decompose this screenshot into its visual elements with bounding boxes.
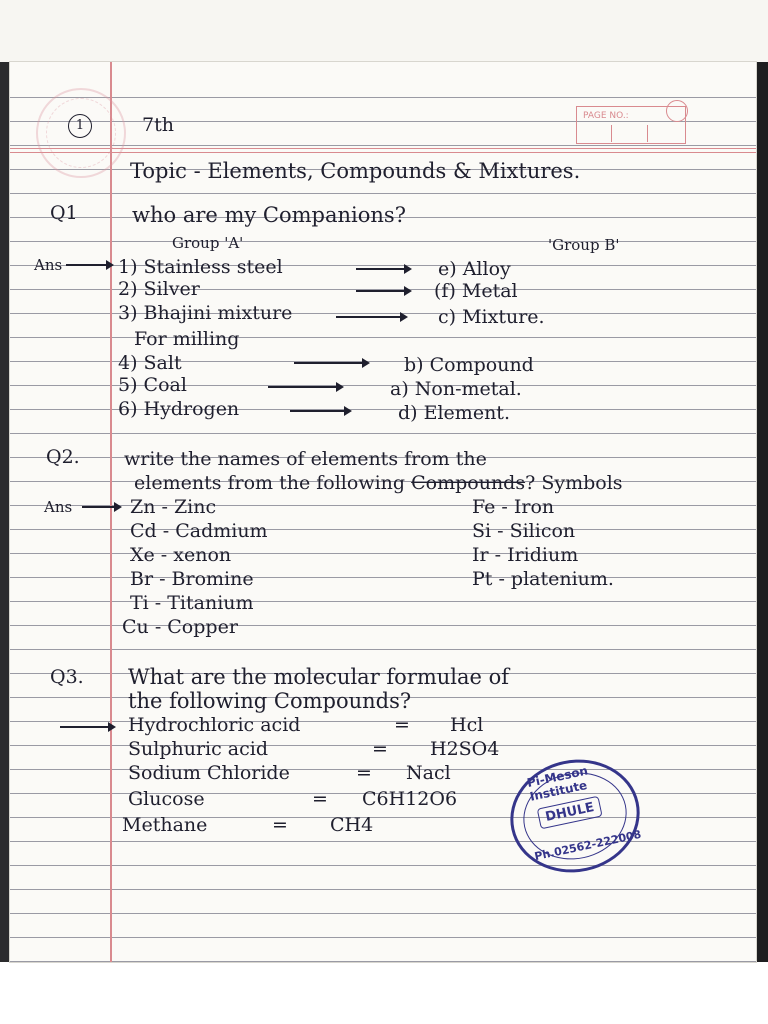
q3-equals: = xyxy=(356,762,372,784)
q2-element-left: Xe - xenon xyxy=(130,544,232,566)
q1-right-item: a) Non-metal. xyxy=(390,378,522,400)
q1-right-item: c) Mixture. xyxy=(438,306,545,328)
q2-element-left: Ti - Titanium xyxy=(130,592,254,614)
q2-element-left: Cd - Cadmium xyxy=(130,520,268,542)
serial-number: 1 xyxy=(68,114,92,138)
page-no-label: PAGE NO.: xyxy=(583,111,629,121)
header-rule-double xyxy=(10,152,756,153)
stamp-institute-name: Pi-Meson Institute xyxy=(525,763,590,804)
q2-element-left: Zn - Zinc xyxy=(130,496,217,518)
q2-element-right: Ir - Iridium xyxy=(472,544,579,566)
q3-compound-name: Methane xyxy=(122,814,208,836)
q2-element-left: Br - Bromine xyxy=(130,568,254,590)
q2-line2-struck-word: Compounds xyxy=(411,472,526,494)
q2-element-right: Si - Silicon xyxy=(472,520,576,542)
q3-arrow xyxy=(60,726,114,728)
q3-compound-name: Sulphuric acid xyxy=(128,738,269,760)
q1-left-item: 6) Hydrogen xyxy=(118,398,240,420)
top-background xyxy=(0,0,768,62)
q2-line2-a: elements from the following xyxy=(134,472,406,494)
q3-formula: H2SO4 xyxy=(430,738,500,760)
class-label: 7th xyxy=(142,114,174,136)
match-arrow xyxy=(294,362,368,364)
q3-formula: C6H12O6 xyxy=(362,788,458,810)
q2-element-right: Pt - platenium. xyxy=(472,568,614,590)
q2-label: Q2. xyxy=(46,446,80,468)
q3-equals: = xyxy=(372,738,388,760)
institute-stamp xyxy=(500,748,650,885)
q1-ans-label: Ans xyxy=(34,256,63,274)
q1-group-a: Group 'A' xyxy=(172,234,244,252)
q3-label: Q3. xyxy=(50,666,84,688)
q1-right-item: (f) Metal xyxy=(434,280,518,302)
q2-line1: write the names of elements from the xyxy=(124,448,487,470)
q1-left-item: 2) Silver xyxy=(118,278,200,300)
q3-compound-name: Sodium Chloride xyxy=(128,762,290,784)
q2-element-left: Cu - Copper xyxy=(122,616,238,638)
q3-line1: What are the molecular formulae of xyxy=(128,665,510,689)
q1-left-item: 4) Salt xyxy=(118,352,182,374)
match-arrow xyxy=(268,386,342,388)
q1-left-item: 1) Stainless steel xyxy=(118,256,283,278)
stamp-city: DHULE xyxy=(537,796,603,830)
q1-left-item: 3) Bhajini mixture xyxy=(118,302,293,324)
q2-line2-b: ? Symbols xyxy=(525,472,623,494)
match-arrow xyxy=(356,268,410,270)
stamp-phone: Ph.02562-222008 xyxy=(533,827,643,864)
q1-question: who are my Companions? xyxy=(132,203,406,227)
q1-right-item: e) Alloy xyxy=(438,258,511,280)
ans-arrow xyxy=(66,264,112,266)
q3-compound-name: Glucose xyxy=(128,788,205,810)
q1-right-item: d) Element. xyxy=(398,402,510,424)
q1-left-item-continued: For milling xyxy=(134,328,240,350)
match-arrow xyxy=(336,316,406,318)
q3-formula: Hcl xyxy=(450,714,484,736)
match-arrow xyxy=(290,410,350,412)
q3-equals: = xyxy=(272,814,288,836)
q1-left-item: 5) Coal xyxy=(118,374,187,396)
q3-equals: = xyxy=(394,714,410,736)
q3-formula: CH4 xyxy=(330,814,374,836)
q2-ans-label: Ans xyxy=(44,498,73,516)
margin-line xyxy=(110,62,112,962)
ans-arrow xyxy=(82,506,120,508)
notebook-page xyxy=(10,62,756,962)
right-edge-shadow xyxy=(756,62,768,962)
q2-line2 xyxy=(134,472,623,494)
match-arrow xyxy=(356,290,410,292)
brand-icon xyxy=(666,100,688,122)
topic-heading: Topic - Elements, Compounds & Mixtures. xyxy=(130,159,581,183)
left-edge-shadow xyxy=(0,62,10,962)
q2-element-right: Fe - Iron xyxy=(472,496,555,518)
q1-right-item: b) Compound xyxy=(404,354,534,376)
q1-group-b: 'Group B' xyxy=(548,236,620,254)
q3-formula: Nacl xyxy=(406,762,451,784)
bottom-background xyxy=(0,962,768,1024)
q3-equals: = xyxy=(312,788,328,810)
q3-line2: the following Compounds? xyxy=(128,689,412,713)
q3-compound-name: Hydrochloric acid xyxy=(128,714,301,736)
q1-label: Q1 xyxy=(50,202,78,224)
